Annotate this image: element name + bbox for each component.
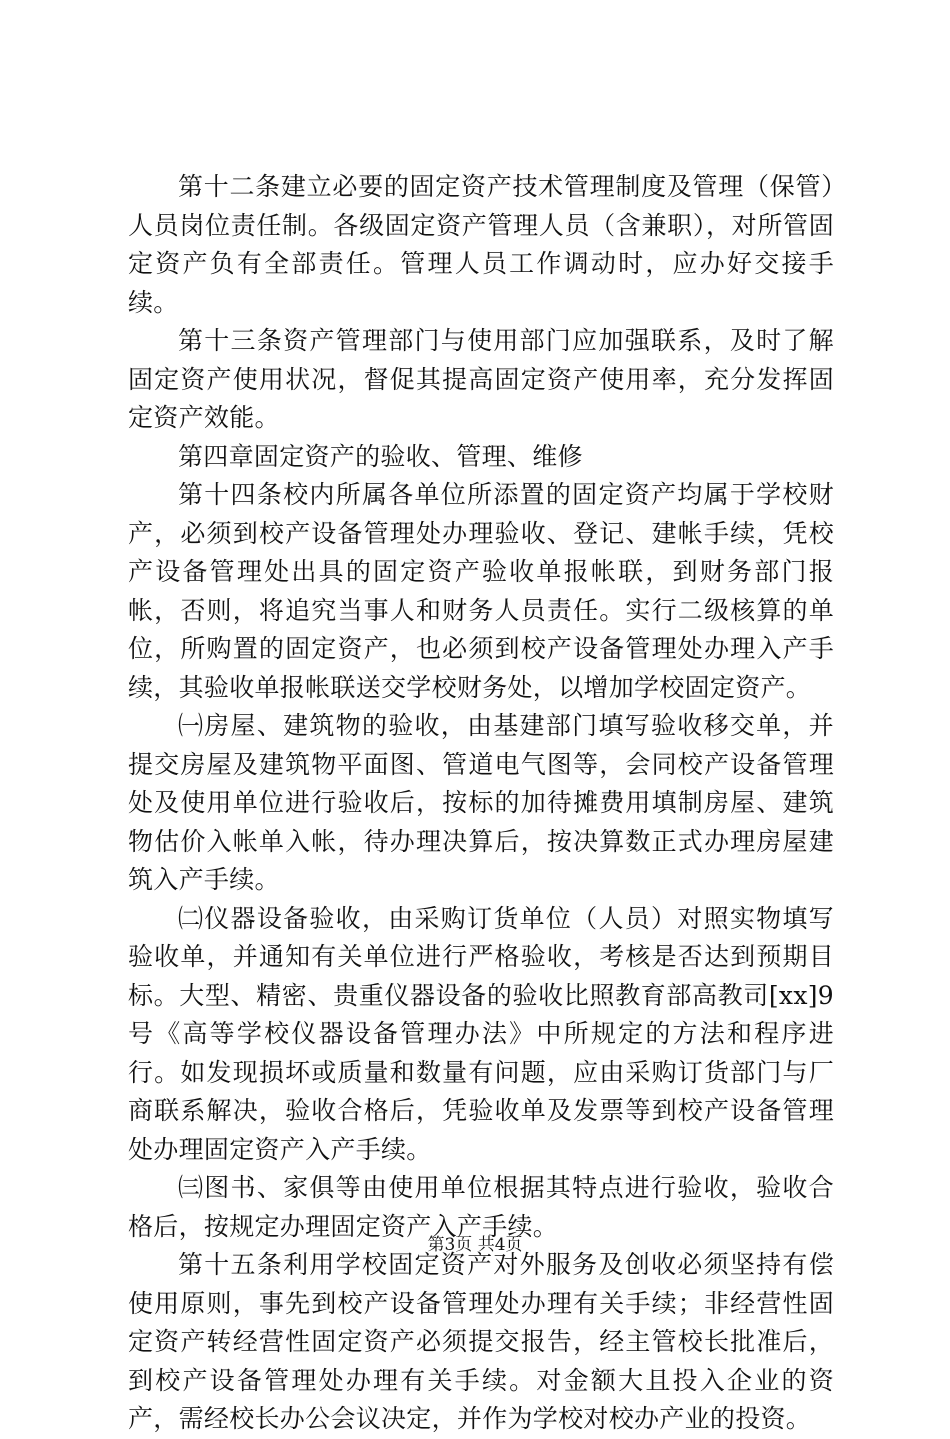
paragraph-article-14: 第十四条校内所属各单位所添置的固定资产均属于学校财产，必须到校产设备管理处办理验收、登记、建帐手续，凭校产设备管理处出具的固定资产验收单报帐联，到财务部门报帐，否则，将追究当事人和财务人员责任。实行二级核算的单位，所购置的固定资产，也必须到校产设备管理处办理入产手续，其验收单报帐联送交学校财务处，以增加学校固定资产。 — [128, 480, 834, 702]
paragraph-item-1: ㈠房屋、建筑物的验收，由基建部门填写验收移交单，并提交房屋及建筑物平面图、管道电气图等，会同校产设备管理处及使用单位进行验收后，按标的加待摊费用填制房屋、建筑物估价入帐单入帐，待办理决算后，按决算数正式办理房屋建筑入产手续。 — [128, 711, 834, 894]
paragraph-article-15: 第十五条利用学校固定资产对外服务及创收必须坚持有偿使用原则，事先到校产设备管理处办理有关手续；非经营性固定资产转经营性固定资产必须提交报告，经主管校长批准后，到校产设备管理处办理有关手续。对金额大且投入企业的资产，需经校长办公会议决定，并作为学校对校办产业的投资。 — [128, 1250, 834, 1433]
paragraph-article-12: 第十二条建立必要的固定资产技术管理制度及管理（保管）人员岗位责任制。各级固定资产管理人员（含兼职），对所管固定资产负有全部责任。管理人员工作调动时，应办好交接手续。 — [128, 172, 834, 317]
paragraph-article-13: 第十三条资产管理部门与使用部门应加强联系，及时了解固定资产使用状况，督促其提高固定资产使用率，充分发挥固定资产效能。 — [128, 326, 834, 432]
paragraph-item-3: ㈢图书、家俱等由使用单位根据其特点进行验收，验收合格后，按规定办理固定资产入产手续。 — [128, 1173, 834, 1241]
paragraph-item-2: ㈡仪器设备验收，由采购订货单位（人员）对照实物填写验收单，并通知有关单位进行严格验收，考核是否达到预期目标。大型、精密、贵重仪器设备的验收比照教育部高教司[xx]9号《高等学校仪器设备管理办法》中所规定的方法和程序进行。如发现损坏或质量和数量有问题，应由采购订货部门与厂商联系解决，验收合格后，凭验收单及发票等到校产设备管理处办理固定资产入产手续。 — [128, 903, 834, 1164]
chapter-heading: 第四章固定资产的验收、管理、维修 — [178, 441, 583, 471]
page-number-footer: 第3页 共4页 — [427, 1235, 523, 1255]
